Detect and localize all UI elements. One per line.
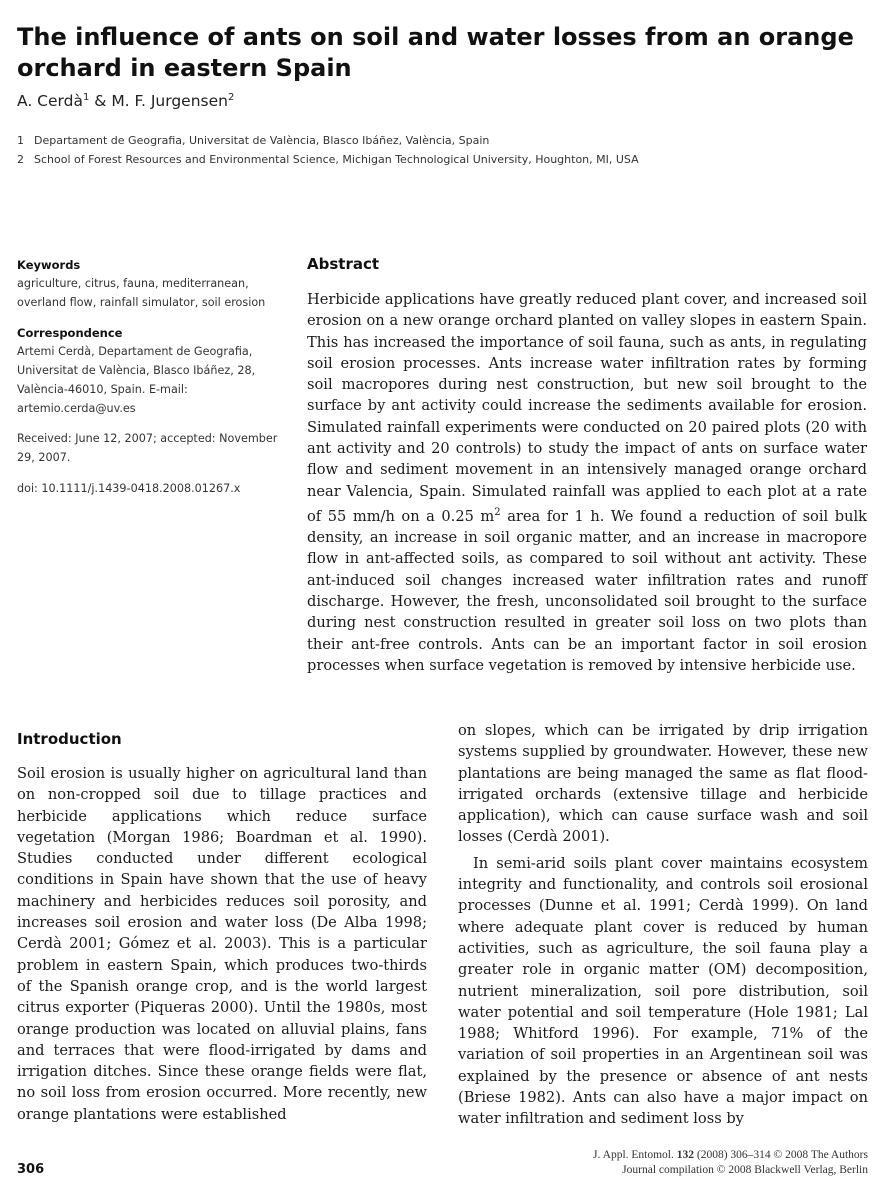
journal-pages-copyright: (2008) 306–314 © 2008 The Authors (694, 1149, 868, 1161)
author-name[interactable]: A. Cerdà (17, 92, 83, 111)
abstract-heading: Abstract (307, 255, 380, 273)
journal-volume: 132 (676, 1149, 694, 1161)
introduction-heading: Introduction (17, 730, 122, 748)
right-column (458, 720, 868, 1130)
abstract-text-part: area for 1 h. We found a reduction of soil bulk density, an increase in soil organic matter, and an increase in macropore flow in ant-affected soils, as compared to soil without ant activity. These ant-induced soil changes increased water infiltration rates and runoff discharge. However, the fresh, unconsolidated soil brought to the surface during nest construction resulted in greater soil loss on two plots than their ant-free controls. Ants can be an important factor in soil erosion processes when surface vegetation is removed by intensive herbicide use. (307, 507, 867, 674)
correspondence-text[interactable]: Artemi Cerdà, Departament de Geografia, Universitat de València, Blasco Ibáñez, 28, València-46010, Spain. E-mail: artemio.cerda@uv.es (17, 345, 256, 415)
affiliation-item (17, 150, 639, 169)
page-number: 306 (17, 1162, 45, 1177)
correspondence-block (17, 324, 287, 418)
keywords-list: agriculture, citrus, fauna, mediterranean, overland flow, rainfall simulator, soil erosion (17, 276, 266, 309)
affiliation-number: 2 (17, 153, 24, 166)
affiliation-item (17, 131, 639, 150)
author-name[interactable]: M. F. Jurgensen (111, 92, 228, 111)
journal-line (593, 1148, 868, 1163)
keywords-heading: Keywords (17, 258, 81, 272)
article-title: The influence of ants on soil and water losses from an orange orchard in eastern Spain (17, 23, 854, 82)
introduction-paragraph: on slopes, which can be irrigated by drip irrigation systems supplied by groundwater. However, these new plantations are being managed the same as flat flood-irrigated orchards (extensive tillage and herbicide application), which can cause surface wash and soil losses (Cerdà 2001). (458, 722, 868, 846)
author-affiliation-marker: 1 (82, 92, 90, 103)
author-list (17, 92, 234, 110)
author-separator: & (89, 92, 112, 111)
article-info-sidebar (17, 256, 287, 511)
received-dates: Received: June 12, 2007; accepted: November 29, 2007. (17, 432, 278, 465)
journal-name: J. Appl. Entomol. (593, 1149, 677, 1161)
introduction-paragraph: In semi-arid soils plant cover maintains ecosystem integrity and functionality, and controls soil erosional processes (Dunne et al. 1991; Cerdà 1999). On land where adequate plant cover is reduced by human activities, such as agriculture, the soil fauna play a greater role in organic matter (OM) decomposition, nutrient mineralization, soil pore distribution, soil water potential and soil temperature (Hole 1981; Lal 1988; Whitford 1996). For example, 71% of the variation of soil properties in an Argentinean soil was explained by the presence or absence of ant nests (Briese 1982). Ants can also have a major impact on water infiltration and sediment loss by (458, 854, 868, 1128)
introduction-paragraph: Soil erosion is usually higher on agricultural land than on non-cropped soil due to tillage practices and herbicide applications which reduce surface vegetation (Morgan 1986; Boardman et al. 1990). Studies conducted under different ecological conditions in Spain have shown that the use of heavy machinery and herbicides reduces soil porosity, and increases soil erosion and water loss (De Alba 1998; Cerdà 2001; Gómez et al. 2003). This is a particular problem in eastern Spain, which produces two-thirds of the Spanish orange crop, and is the world largest citrus exporter (Piqueras 2000). Until the 1980s, most orange production was located on alluvial plains, fans and terraces that were flood-irrigated by dams and irrigation ditches. Since these orange fields were flat, no soil loss from erosion occurred. More recently, new orange plantations were established (17, 765, 427, 1123)
correspondence-heading: Correspondence (17, 326, 123, 341)
affiliation-list (17, 131, 639, 169)
affiliation-text: Departament de Geografia, Universitat de València, Blasco Ibáñez, València, Spain (34, 134, 490, 147)
keywords-block (17, 256, 287, 312)
author-affiliation-marker: 2 (227, 92, 235, 103)
affiliation-text: School of Forest Resources and Environmental Science, Michigan Technological University, Houghton, MI, USA (34, 153, 639, 166)
superscript: 2 (494, 506, 501, 518)
doi-link[interactable]: doi: 10.1111/j.1439-0418.2008.01267.x (17, 481, 241, 495)
affiliation-number: 1 (17, 134, 24, 147)
journal-citation (593, 1148, 868, 1178)
journal-compilation: Journal compilation © 2008 Blackwell Verlag, Berlin (622, 1164, 868, 1176)
abstract-text (307, 289, 867, 676)
abstract-text-part: Herbicide applications have greatly reduced plant cover, and increased soil erosion on a new orange orchard planted on valley slopes in eastern Spain. This has increased the importance of soil fauna, such as ants, in regulating soil erosion processes. Ants increase water infiltration rates by forming soil macropores during nest construction, but new soil brought to the surface by ant activity could increase the sediments available for erosion. Simulated rainfall experiments were conducted on 20 paired plots (20 with ant activity and 20 controls) to study the impact of ants on surface water flow and sediment movement in an intensively managed orange orchard near Valencia, Spain. Simulated rainfall was applied to each plot at a rate of 55 mm/h on a 0.25 m (307, 291, 867, 525)
